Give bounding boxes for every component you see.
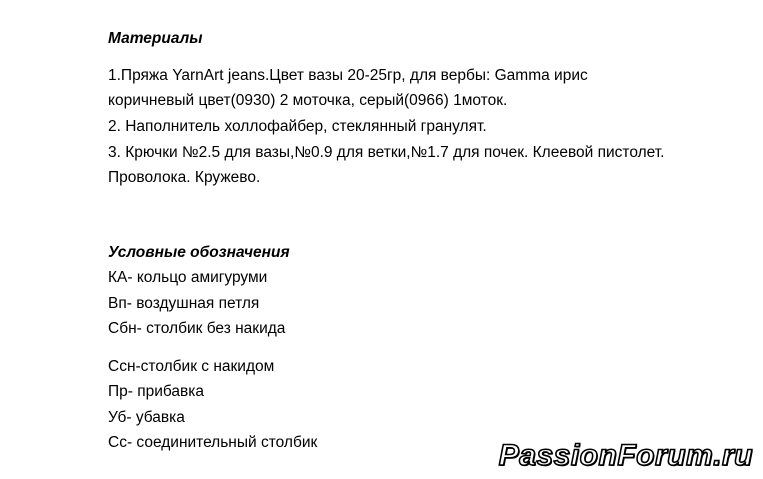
legend-item-ub: Уб- убавка [108,409,185,426]
materials-heading: Материалы [108,30,203,47]
legend-item-ka: КА- кольцо амигуруми [108,269,268,286]
materials-line-5: Проволока. Кружево. [108,169,261,186]
legend-item-ss: Сс- соединительный столбик [108,434,318,451]
legend-item-ssn: Ссн-столбик с накидом [108,358,275,375]
materials-line-2: коричневый цвет(0930) 2 моточка, серый(0966) 1моток. [108,92,508,109]
materials-line-4: 3. Крючки №2.5 для вазы,№0.9 для ветки,№1.7 для почек. Клеевой пистолет. [108,144,665,161]
legend-heading: Условные обозначения [108,244,290,261]
site-watermark: PassionForum.ru [498,439,753,472]
materials-line-3: 2. Наполнитель холлофайбер, стеклянный гранулят. [108,118,487,135]
materials-line-1: 1.Пряжа YarnArt jeans.Цвет вазы 20-25гр, для вербы: Gamma ирис [108,67,588,84]
legend-item-pr: Пр- прибавка [108,383,205,400]
legend-item-sbn: Сбн- столбик без накида [108,320,286,337]
legend-item-vp: Вп- воздушная петля [108,295,260,312]
